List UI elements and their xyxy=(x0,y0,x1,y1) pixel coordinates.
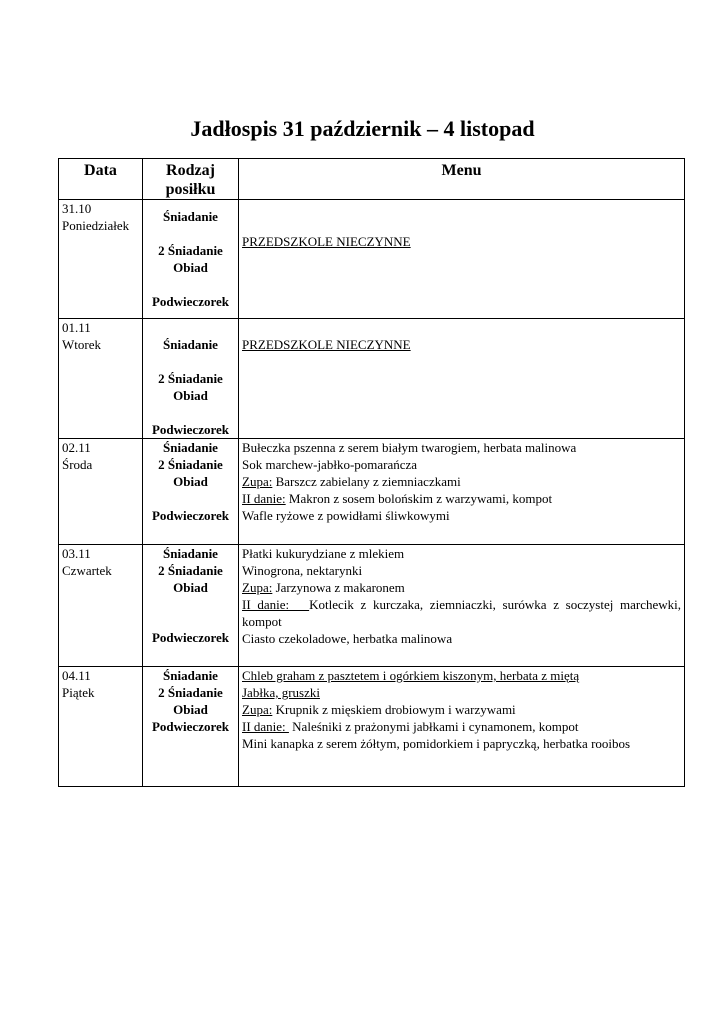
menu-main xyxy=(242,490,681,507)
meal-lunch: Obiad xyxy=(173,702,208,717)
main-text: Kotlecik z kurczaka, ziemniaczki, surówka z soczystej marchewki, kompot xyxy=(242,597,682,629)
header-date: Data xyxy=(59,159,143,200)
weekday: Poniedziałek xyxy=(62,218,130,233)
soup-label: Zupa: xyxy=(242,474,273,489)
menu-snack: Wafle ryżowe z powidłami śliwkowymi xyxy=(242,508,450,523)
main-label: II danie: xyxy=(242,597,310,612)
weekday: Wtorek xyxy=(62,337,101,352)
menu-table xyxy=(58,158,685,787)
meal-second-breakfast: 2 Śniadanie xyxy=(158,685,223,700)
soup-text: Krupnik z mięskiem drobiowym i warzywami xyxy=(272,702,516,717)
meal-breakfast: Śniadanie xyxy=(163,668,218,683)
header-meal-type: Rodzaj posiłku xyxy=(143,159,239,200)
menu-snack: Mini kanapka z serem żółtym, pomidorkiem i papryczką, herbatka rooibos xyxy=(242,736,631,751)
menu-breakfast: Bułeczka pszenna z serem białym twarogiem, herbata malinowa xyxy=(242,440,577,455)
menu-breakfast: Płatki kukurydziane z mlekiem xyxy=(242,546,405,561)
menu-snack: Ciasto czekoladowe, herbatka malinowa xyxy=(242,631,453,646)
soup-text: Barszcz zabielany z ziemniaczkami xyxy=(272,474,461,489)
weekday: Środa xyxy=(62,457,93,472)
header-row xyxy=(59,159,685,200)
meal-snack: Podwieczorek xyxy=(151,508,230,523)
menu-soup xyxy=(242,473,681,490)
page-title: Jadłospis 31 październik – 4 listopad xyxy=(190,116,535,141)
header-menu: Menu xyxy=(239,159,685,200)
date-cell xyxy=(59,667,143,787)
menu-cell xyxy=(239,319,685,439)
menu-second-breakfast: Winogrona, nektarynki xyxy=(242,563,363,578)
closed-notice: PRZEDSZKOLE NIECZYNNE xyxy=(242,234,411,249)
meal-breakfast: Śniadanie xyxy=(163,209,218,224)
menu-breakfast: Chleb graham z pasztetem i ogórkiem kiszonym, herbata z miętą xyxy=(242,668,580,683)
menu-cell xyxy=(239,200,685,319)
meals-cell xyxy=(143,439,239,545)
date-cell xyxy=(59,200,143,319)
meals-cell xyxy=(143,200,239,319)
meal-lunch: Obiad xyxy=(173,388,208,403)
meals-cell xyxy=(143,667,239,787)
meal-breakfast: Śniadanie xyxy=(163,337,218,352)
date-cell xyxy=(59,439,143,545)
meal-snack: Podwieczorek xyxy=(151,294,230,309)
meal-breakfast: Śniadanie xyxy=(163,440,218,455)
menu-cell xyxy=(239,667,685,787)
table-row xyxy=(59,319,685,439)
menu-cell xyxy=(239,545,685,667)
menu-second-breakfast: Jabłka, gruszki xyxy=(242,685,320,700)
main-text: Naleśniki z prażonymi jabłkami i cynamonem, kompot xyxy=(288,719,579,734)
meal-breakfast: Śniadanie xyxy=(163,546,218,561)
meal-second-breakfast: 2 Śniadanie xyxy=(158,563,223,578)
meal-snack: Podwieczorek xyxy=(151,630,230,645)
meal-snack: Podwieczorek xyxy=(151,422,230,437)
meal-lunch: Obiad xyxy=(173,580,208,595)
weekday: Piątek xyxy=(62,685,95,700)
date-cell xyxy=(59,319,143,439)
date: 04.11 xyxy=(62,668,91,683)
meals-cell xyxy=(143,545,239,667)
meal-snack: Podwieczorek xyxy=(151,719,230,734)
date: 03.11 xyxy=(62,546,91,561)
meal-lunch: Obiad xyxy=(173,260,208,275)
menu-soup xyxy=(242,579,681,596)
date: 01.11 xyxy=(62,320,91,335)
meal-lunch: Obiad xyxy=(173,474,208,489)
menu-main xyxy=(242,718,681,735)
table-row xyxy=(59,545,685,667)
meal-second-breakfast: 2 Śniadanie xyxy=(158,243,223,258)
main-label: II danie: xyxy=(242,491,286,506)
soup-text: Jarzynowa z makaronem xyxy=(272,580,405,595)
date: 31.10 xyxy=(62,201,92,216)
menu-main xyxy=(242,596,681,630)
main-text: Makron z sosem bolońskim z warzywami, kompot xyxy=(285,491,553,506)
table-row xyxy=(59,439,685,545)
table-row xyxy=(59,667,685,787)
main-label: II danie: xyxy=(242,719,289,734)
closed-notice: PRZEDSZKOLE NIECZYNNE xyxy=(242,337,411,352)
soup-label: Zupa: xyxy=(242,580,273,595)
soup-label: Zupa: xyxy=(242,702,273,717)
menu-soup xyxy=(242,701,681,718)
weekday: Czwartek xyxy=(62,563,112,578)
meal-second-breakfast: 2 Śniadanie xyxy=(158,371,223,386)
table-row xyxy=(59,200,685,319)
date-cell xyxy=(59,545,143,667)
meal-second-breakfast: 2 Śniadanie xyxy=(158,457,223,472)
menu-second-breakfast: Sok marchew-jabłko-pomarańcza xyxy=(242,457,418,472)
menu-cell xyxy=(239,439,685,545)
meals-cell xyxy=(143,319,239,439)
date: 02.11 xyxy=(62,440,91,455)
